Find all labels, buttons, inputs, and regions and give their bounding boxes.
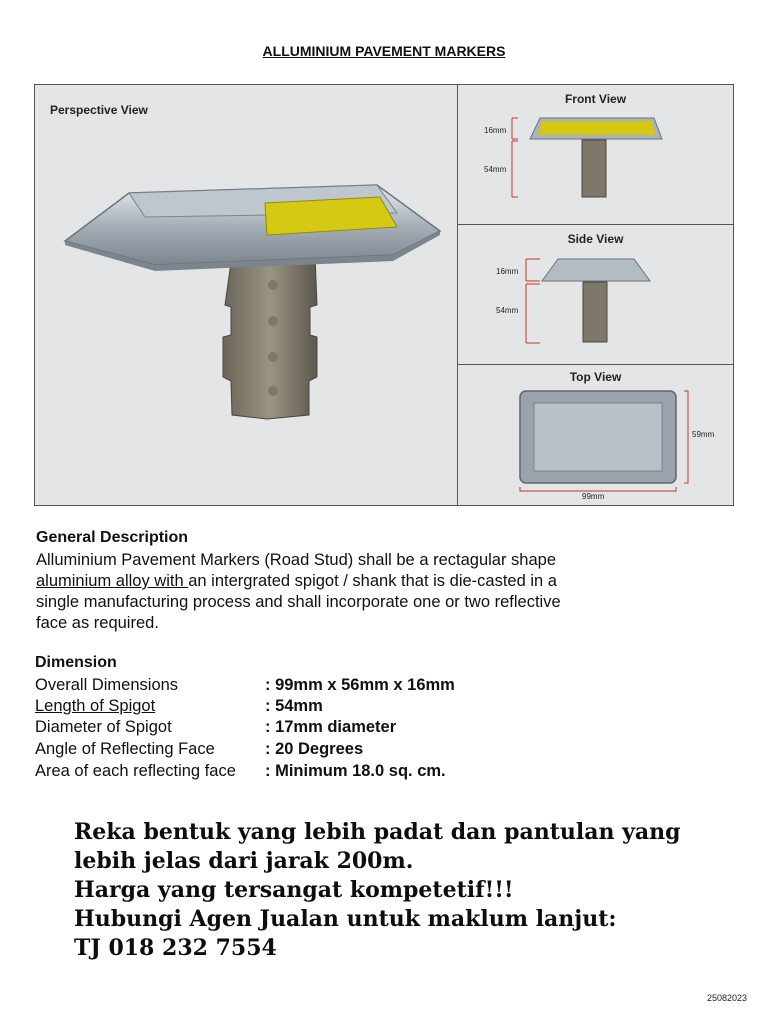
desc-line-1: Alluminium Pavement Markers (Road Stud) shall be a rectagular shape — [36, 551, 556, 569]
promo-line: Reka bentuk yang lebih padat dan pantulan yang — [74, 819, 681, 845]
top-view-panel — [458, 365, 733, 504]
desc-line-3: single manufacturing process and shall incorporate one or two reflective — [36, 593, 561, 611]
general-description-text — [36, 550, 636, 634]
front-view-panel — [458, 85, 733, 225]
front-spigot-dim: 54mm — [484, 165, 507, 174]
side-view-panel — [458, 225, 733, 365]
general-description-heading: General Description — [36, 529, 189, 546]
perspective-panel — [35, 85, 458, 505]
side-view-image — [458, 225, 733, 364]
promo-phone: TJ 018 232 7554 — [74, 935, 277, 961]
dimension-heading: Dimension — [35, 654, 117, 671]
side-view-label: Side View — [567, 232, 624, 246]
front-top-dim: 16mm — [484, 126, 507, 135]
desc-line-2: aluminium alloy with an intergrated spigot / shank that is die-casted in a — [36, 572, 557, 590]
perspective-marker-image — [35, 85, 457, 505]
perspective-label: Perspective View — [50, 103, 148, 117]
side-spigot-dim: 54mm — [496, 306, 519, 315]
side-top-dim: 16mm — [496, 267, 519, 276]
top-width-dim: 99mm — [582, 492, 605, 501]
desc-underlined: aluminium alloy with — [36, 572, 189, 590]
front-view-image — [458, 85, 733, 224]
top-view-label: Top View — [569, 370, 622, 384]
desc-line-4: face as required. — [36, 614, 159, 632]
promo-line: Hubungi Agen Jualan untuk maklum lanjut: — [74, 906, 617, 932]
views-frame — [34, 84, 734, 506]
front-view-label: Front View — [564, 92, 627, 106]
promo-line: lebih jelas dari jarak 200m. — [74, 848, 414, 874]
top-height-dim: 59mm — [692, 430, 715, 439]
promo-line: Harga yang tersangat kompetetif!!! — [74, 877, 514, 903]
document-title: ALLUMINIUM PAVEMENT MARKERS — [262, 43, 506, 59]
document-code: 25082023 — [706, 993, 747, 1003]
promo-text — [74, 818, 681, 963]
